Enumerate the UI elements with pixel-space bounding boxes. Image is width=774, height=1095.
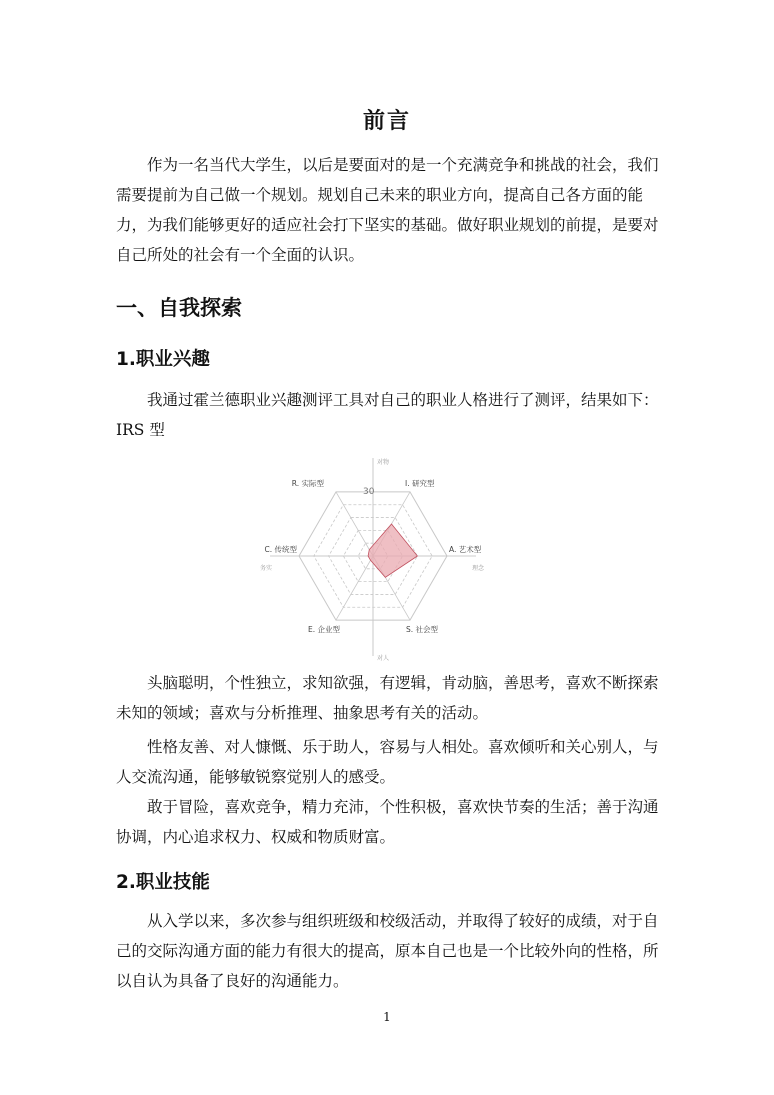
holland-radar-chart [252, 450, 502, 666]
radar-axis-label: S. 社会型 [406, 625, 439, 635]
axis-label-right: 理念 [472, 565, 485, 572]
section-heading-self-exploration: 一、自我探索 [116, 295, 242, 320]
radar-axis-label: E. 企业型 [307, 625, 340, 635]
axis-label-left: 务实 [260, 565, 273, 572]
radar-data-area [368, 524, 417, 577]
radar-axis-label: A. 艺术型 [449, 545, 482, 554]
interest-result: IRS 型 [116, 421, 165, 439]
interest-paragraph-3: 敢于冒险，喜欢竞争，精力充沛，个性积极，喜欢快节奏的生活；善于沟通协调，内心追求权力、权威和物质财富。 [116, 798, 659, 846]
radar-spoke [336, 556, 373, 620]
preface-paragraph: 作为一名当代大学生，以后是要面对的是一个充满竞争和挑战的社会，我们需要提前为自己做一个规划。规划自己未来的职业方向，提高自己各方面的能力，为我们能够更好的适应社会打下坚实的基础。做好职业规划的前提，是要对自己所处的社会有一个全面的认识。 [116, 156, 659, 264]
subsection-heading-career-interest: 1.职业兴趣 [116, 349, 210, 370]
radar-axis-label: I. 研究型 [405, 478, 435, 488]
skills-paragraph: 从入学以来，多次参与组织班级和校级活动，并取得了较好的成绩，对于自己的交际沟通方面的能力有很大的提高，原本自己也是一个比较外向的性格，所以自认为具备了良好的沟通能力。 [116, 912, 659, 990]
axis-label-top: 对物 [377, 459, 390, 466]
radar-svg [252, 450, 502, 666]
radar-axis-label: C. 传统型 [264, 545, 297, 554]
radar-axis-label: R. 实际型 [291, 478, 324, 488]
interest-intro: 我通过霍兰德职业兴趣测评工具对自己的职业人格进行了测评，结果如下： [147, 391, 659, 409]
subsection-heading-career-skills: 2.职业技能 [116, 872, 210, 893]
page-number: 1 [383, 1010, 391, 1024]
radar-spoke [336, 492, 373, 556]
axis-label-bottom: 对人 [377, 655, 390, 662]
radar-max-label: 30 [363, 487, 375, 497]
page-title: 前言 [362, 108, 411, 134]
interest-paragraph-2: 性格友善、对人慷慨、乐于助人，容易与人相处。喜欢倾听和关心别人，与人交流沟通，能够敏锐察觉别人的感受。 [116, 738, 659, 786]
interest-paragraph-1: 头脑聪明，个性独立，求知欲强，有逻辑，肯动脑，善思考，喜欢不断探索未知的领域；喜欢与分析推理、抽象思考有关的活动。 [116, 674, 659, 722]
